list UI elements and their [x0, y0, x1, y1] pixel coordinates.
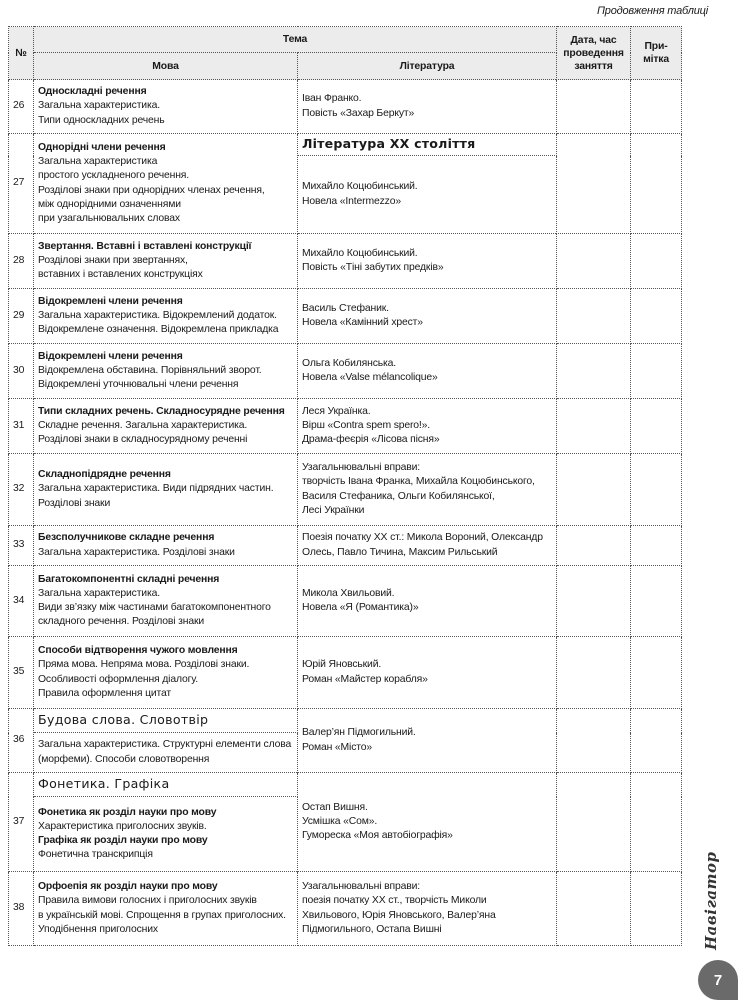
- table-row: [9, 637, 682, 709]
- literature-topic-cell: [298, 289, 557, 344]
- language-topic-cell: [34, 80, 298, 134]
- header-note: При-мітка: [631, 27, 682, 80]
- note-cell: [631, 234, 682, 289]
- topic-heading: Способи відтворення чужого мовлення: [38, 645, 238, 657]
- literature-topic-cell: [298, 709, 557, 773]
- text-line: Узагальнювальні вправи:: [302, 462, 420, 474]
- text-line: Іван Франко.: [302, 93, 362, 105]
- text-line: Поезія початку XX ст.: Микола Вороний, Олександр: [302, 532, 543, 544]
- text-line: Новела «Intermezzo»: [302, 195, 401, 207]
- note-cell: [631, 344, 682, 399]
- language-topic-cell: [34, 234, 298, 289]
- text-line: Правила вимови голосних і приголосних звуків: [38, 895, 257, 907]
- note-cell: [631, 80, 682, 134]
- topic-heading: Орфоепія як розділ науки про мову: [38, 881, 218, 893]
- language-topic-cell: [34, 872, 298, 946]
- literature-topic-cell: [298, 566, 557, 637]
- text-line: Загальна характеристика.: [38, 100, 160, 112]
- text-line: простого ускладненого речення.: [38, 170, 190, 182]
- row-number: 26: [9, 80, 34, 134]
- text-line: Валер’ян Підмогильний.: [302, 727, 416, 739]
- table-row: [9, 399, 682, 454]
- page-number-badge: 7: [698, 960, 738, 1000]
- text-line: Загальна характеристика. Розділові знаки: [38, 546, 235, 558]
- text-line: Новела «Я (Романтика)»: [302, 602, 419, 613]
- date-cell: [557, 399, 631, 454]
- text-line: Типи односкладних речень: [38, 114, 165, 126]
- text-line: (морфеми). Способи словотворення: [38, 753, 210, 765]
- text-line: Загальна характеристика.: [38, 587, 160, 599]
- date-cell: [557, 637, 631, 709]
- text-line: творчість Івана Франка, Михайла Коцюбинського,: [302, 476, 535, 488]
- date-cell: [557, 454, 631, 526]
- note-cell: [631, 289, 682, 344]
- language-topic-cell: [34, 526, 298, 566]
- text-line: Михайло Коцюбинський.: [302, 181, 418, 193]
- continued-label: Продовження таблиці: [597, 5, 708, 17]
- text-line: Складне речення. Загальна характеристика.: [38, 419, 248, 431]
- note-cell: [631, 773, 682, 872]
- topic-heading: Відокремлені члени речення: [38, 350, 183, 362]
- date-cell: [557, 234, 631, 289]
- table-row: [9, 709, 682, 733]
- date-cell: [557, 80, 631, 134]
- language-topic-cell: [34, 289, 298, 344]
- text-line: Узагальнювальні вправи:: [302, 881, 420, 893]
- table-body: [9, 80, 682, 946]
- text-line: Загальна характеристика. Види підрядних частин.: [38, 483, 274, 495]
- text-line: в українській мові. Спрощення в групах приголосних.: [38, 909, 286, 921]
- table-row: [9, 872, 682, 946]
- text-line: вставних і вставлених конструкціях: [38, 269, 203, 281]
- language-topic-cell: [34, 399, 298, 454]
- header-number: №: [9, 27, 34, 80]
- language-topic-cell: [34, 344, 298, 399]
- note-cell: [631, 637, 682, 709]
- text-line: між однорідними означеннями: [38, 198, 181, 210]
- literature-topic-cell: [298, 637, 557, 709]
- table-row: [9, 344, 682, 399]
- section-title-text: Література XX століття: [302, 135, 476, 151]
- row-number: 33: [9, 526, 34, 566]
- date-cell: [557, 526, 631, 566]
- topic-heading: Безсполучникове складне речення: [38, 532, 215, 544]
- text-line: Василь Стефаник.: [302, 302, 389, 314]
- language-section-title: [34, 709, 298, 733]
- text-line: Леся Українка.: [302, 405, 371, 417]
- topic-heading: Звертання. Вставні і вставлені конструкції: [38, 240, 252, 252]
- navigator-label: Навігатор: [702, 851, 720, 950]
- literature-topic-cell: [298, 399, 557, 454]
- table-row: [9, 773, 682, 797]
- header-topic: Тема: [34, 27, 557, 53]
- row-number: 32: [9, 454, 34, 526]
- text-line: Драма-феєрія «Лісова пісня»: [302, 434, 440, 446]
- row-number: 28: [9, 234, 34, 289]
- text-line: поезія початку XX ст., творчість Миколи: [302, 895, 487, 907]
- text-line: Михайло Коцюбинський.: [302, 247, 418, 259]
- text-line: складного речення. Розділові знаки: [38, 616, 205, 628]
- topic-heading: Складнопідрядне речення: [38, 469, 171, 481]
- date-cell: [557, 289, 631, 344]
- table-row: [9, 289, 682, 344]
- text-line: Вірш «Contra spem spero!».: [302, 419, 431, 431]
- text-line: Розділові знаки при однорідних членах речення,: [38, 184, 265, 196]
- row-number: 30: [9, 344, 34, 399]
- date-cell: [557, 773, 631, 872]
- note-cell: [631, 872, 682, 946]
- text-line: Хвильового, Юрія Яновського, Валер’яна: [302, 909, 496, 921]
- row-number: 34: [9, 566, 34, 637]
- language-topic-cell: [34, 134, 298, 234]
- literature-topic-cell: [298, 344, 557, 399]
- text-line: Гумореска «Моя автобіографія»: [302, 830, 453, 842]
- table-row: [9, 134, 682, 156]
- date-cell: [557, 709, 631, 773]
- text-line: Усмішка «Сом».: [302, 815, 378, 827]
- text-line: Повість «Захар Беркут»: [302, 107, 415, 119]
- text-line: Василя Стефаника, Ольги Кобилянської,: [302, 490, 495, 502]
- header-language: Мова: [34, 53, 298, 80]
- language-topic-cell: [34, 797, 298, 872]
- language-topic-cell: [34, 637, 298, 709]
- text-line: Олесь, Павло Тичина, Максим Рильський: [302, 546, 498, 558]
- language-section-title: [34, 773, 298, 797]
- text-line: Загальна характеристика. Відокремлений додаток.: [38, 309, 277, 321]
- note-cell: [631, 399, 682, 454]
- text-line: Відокремлене означення. Відокремлена прикладка: [38, 324, 279, 336]
- header-literature: Література: [298, 53, 557, 80]
- table-row: [9, 234, 682, 289]
- literature-topic-cell: [298, 526, 557, 566]
- text-line: при узагальнювальних словах: [38, 212, 180, 224]
- text-line: Особливості оформлення діалогу.: [38, 673, 199, 685]
- text-line: Лесі Українки: [302, 504, 365, 516]
- text-line: Микола Хвильовий.: [302, 587, 395, 599]
- row-number: 36: [9, 709, 34, 773]
- text-line: Види зв’язку між частинами багатокомпонентного: [38, 602, 271, 613]
- text-line: Розділові знаки при звертаннях,: [38, 254, 188, 266]
- text-line: Пряма мова. Непряма мова. Розділові знаки.: [38, 659, 250, 671]
- lesson-plan-table: [8, 26, 682, 946]
- row-number: 27: [9, 134, 34, 234]
- text-line: Загальна характеристика: [38, 156, 158, 168]
- date-cell: [557, 566, 631, 637]
- date-cell: [557, 872, 631, 946]
- row-number: 38: [9, 872, 34, 946]
- text-line: Характеристика приголосних звуків.: [38, 820, 207, 832]
- topic-heading: Фонетика як розділ науки про мову: [38, 806, 217, 818]
- note-cell: [631, 566, 682, 637]
- text-line: Правила оформлення цитат: [38, 687, 172, 699]
- literature-topic-cell: [298, 454, 557, 526]
- table-row: [9, 566, 682, 637]
- note-cell: [631, 454, 682, 526]
- literature-section-title: [298, 134, 557, 156]
- text-line: Остап Вишня.: [302, 801, 368, 813]
- text-line: Ольга Кобилянська.: [302, 357, 397, 369]
- row-number: 29: [9, 289, 34, 344]
- date-cell: [557, 344, 631, 399]
- note-cell: [631, 709, 682, 773]
- text-line: Роман «Майстер корабля»: [302, 673, 428, 685]
- text-line: Новела «Камінний хрест»: [302, 317, 423, 328]
- text-line: Фонетична транскрипція: [38, 849, 153, 861]
- language-topic-cell: [34, 566, 298, 637]
- text-line: Загальна характеристика. Структурні елементи слова: [38, 739, 292, 751]
- topic-heading: Типи складних речень. Складносурядне речення: [38, 405, 285, 417]
- text-line: Повість «Тіні забутих предків»: [302, 262, 444, 273]
- text-line: Юрій Яновський.: [302, 659, 382, 671]
- row-number: 35: [9, 637, 34, 709]
- table-row: [9, 80, 682, 134]
- table-row: [9, 526, 682, 566]
- topic-heading: Багатокомпонентні складні речення: [38, 573, 220, 585]
- topic-heading: Відокремлені члени речення: [38, 295, 183, 307]
- topic-heading: Графіка як розділ науки про мову: [38, 835, 208, 846]
- note-cell: [631, 134, 682, 234]
- language-topic-cell: [34, 733, 298, 773]
- topic-heading: Односкладні речення: [38, 86, 147, 98]
- text-line: Новела «Valse mélancolique»: [302, 372, 438, 383]
- literature-topic-cell: [298, 872, 557, 946]
- literature-topic-cell: [298, 773, 557, 872]
- text-line: Розділові знаки: [38, 497, 111, 509]
- note-cell: [631, 526, 682, 566]
- date-cell: [557, 134, 631, 234]
- literature-topic-cell: [298, 234, 557, 289]
- row-number: 31: [9, 399, 34, 454]
- header-date: Дата, час проведення заняття: [557, 27, 631, 80]
- topic-heading: Однорідні члени речення: [38, 141, 166, 153]
- table-row: [9, 454, 682, 526]
- text-line: Підмогильного, Остапа Вишні: [302, 923, 442, 935]
- section-title-text: Будова слова. Словотвір: [38, 711, 209, 727]
- text-line: Відокремлені уточнювальні члени речення: [38, 379, 239, 391]
- text-line: Розділові знаки в складносурядному реченні: [38, 434, 248, 446]
- language-topic-cell: [34, 454, 298, 526]
- row-number: 37: [9, 773, 34, 872]
- text-line: Відокремлена обставина. Порівняльний зворот.: [38, 364, 262, 376]
- text-line: Уподібнення приголосних: [38, 923, 158, 935]
- section-title-text: Фонетика. Графіка: [38, 775, 170, 791]
- literature-topic-cell: [298, 80, 557, 134]
- literature-topic-cell: [298, 156, 557, 234]
- text-line: Роман «Місто»: [302, 741, 372, 753]
